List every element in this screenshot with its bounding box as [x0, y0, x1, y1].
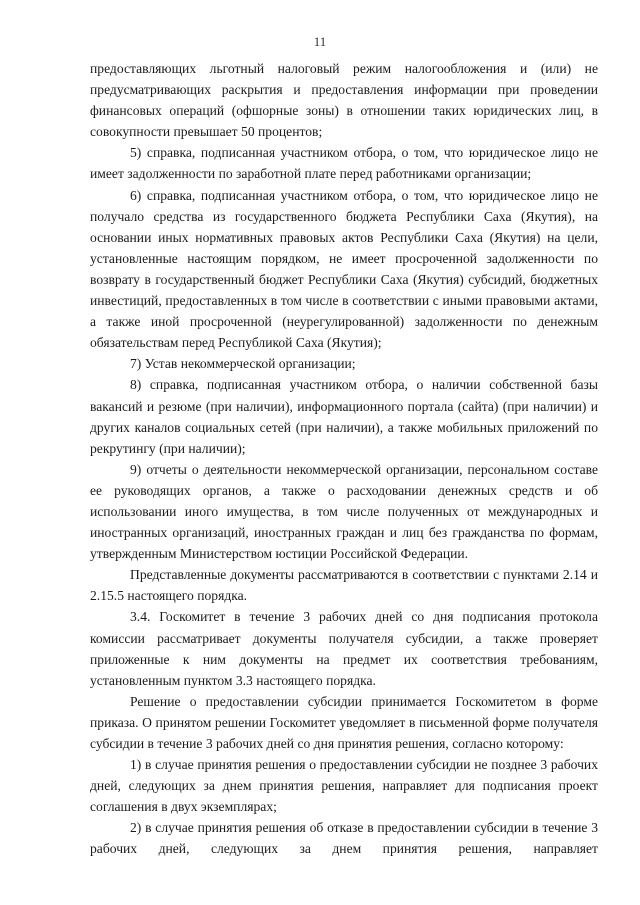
paragraph: Решение о предоставлении субсидии принимается Госкомитетом в форме приказа. О принятом решении Госкомитет уведомляет в письменной форме получателя субсидии в течение 3 рабочих дней со дня принятия решения, согласно которому: — [90, 693, 598, 751]
paragraph: предоставляющих льготный налоговый режим налогообложения и (или) не предусматривающих раскрытия и предоставления информации при проведении финансовых операций (офшорные зоны) в отношении таких юридических лиц, в совокупности превышает 50 процентов; — [90, 61, 598, 140]
paragraph: 6) справка, подписанная участником отбора, о том, что юридическое лицо не получало средства из государственного бюджета Республики Саха (Якутия), на основании иных нормативных правовых актов Республики Саха (Якутия) на цели, установленные настоящим порядком, не имеет просроченной задолженности по возврату в государственный бюджет Республики Саха (Якутия) субсидий, бюджетных инвестиций, предоставленных в том числе в соответствии с иными правовыми актами, а также иной просроченной (неурегулированной) задолженности по денежным обязательствам перед Республикой Саха (Якутия); — [90, 187, 598, 351]
paragraph: 3.4. Госкомитет в течение 3 рабочих дней со дня подписания протокола комиссии рассматривает документы получателя субсидии, а также проверяет приложенные к ним документы на предмет их соответствия требованиям, установленным пунктом 3.3 настоящего порядка. — [90, 609, 598, 688]
paragraph: 9) отчеты о деятельности некоммерческой организации, персональном составе ее руководящих органов, а также о расходовании денежных средств и об использовании иного имущества, в том числе полученных от международных и иностранных организаций, иностранных граждан и лиц без гражданства по формам, утвержденным Министерством юстиции Российской Федерации. — [90, 461, 598, 562]
paragraph: 1) в случае принятия решения о предоставлении субсидии не позднее 3 рабочих дней, следующих за днем принятия решения, направляет для подписания проект соглашения в двух экземплярах; — [90, 757, 598, 815]
paragraph: 7) Устав некоммерческой организации; — [130, 356, 356, 372]
paragraph: 5) справка, подписанная участником отбора, о том, что юридическое лицо не имеет задолженности по заработной плате перед работниками организации; — [90, 145, 598, 182]
paragraph: 2) в случае принятия решения об отказе в предоставлении субсидии в течение 3 рабочих дней, следующих за днем принятия решения, направляет — [90, 820, 598, 857]
paragraph: Представленные документы рассматриваются в соответствии с пунктами 2.14 и 2.15.5 настоящего порядка. — [90, 567, 598, 604]
document-body — [90, 58, 598, 860]
page-number: 11 — [313, 34, 327, 49]
paragraph: 8) справка, подписанная участником отбора, о наличии собственной базы вакансий и резюме (при наличии), информационного портала (сайта) (при наличии) и других каналов социальных сетей (при наличии), а также мобильных приложений по рекрутингу (при наличии); — [90, 377, 598, 456]
